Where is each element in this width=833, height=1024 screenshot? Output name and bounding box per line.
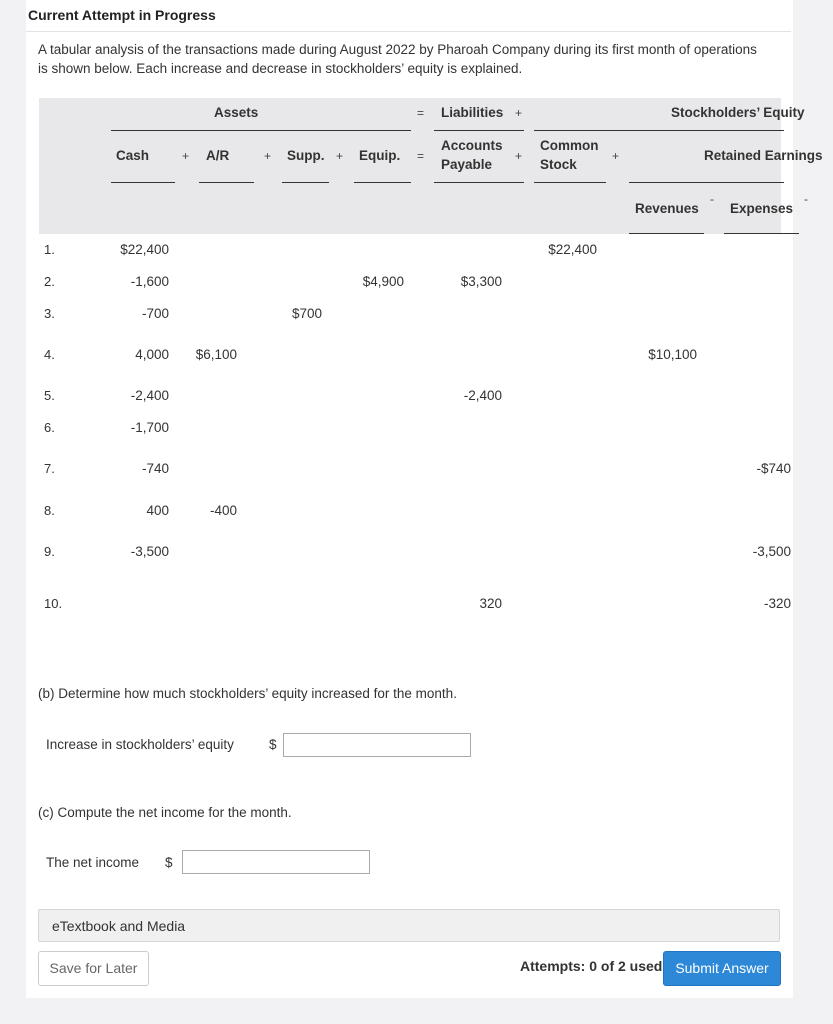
cell-cash: -2,400 [130, 388, 169, 403]
cell-ar: -400 [209, 503, 237, 518]
row-number: 10. [44, 596, 63, 611]
liabilities-underline [434, 130, 524, 131]
col-op-plus: + [336, 149, 344, 163]
col-op-plus: + [264, 149, 272, 163]
cash-underline [111, 182, 175, 183]
page-title: Current Attempt in Progress [28, 7, 216, 23]
row-number: 1. [44, 242, 55, 257]
cell-cash: $22,400 [120, 242, 169, 257]
equity-underline [534, 130, 784, 131]
cell-cash: -1,600 [130, 274, 169, 289]
stockholders-equity-increase-input[interactable] [283, 733, 471, 757]
header-bar [26, 0, 791, 32]
cell-cash: -700 [141, 306, 169, 321]
cell-cash: -1,700 [130, 420, 169, 435]
row-number: 6. [44, 420, 55, 435]
part-b-currency: $ [269, 737, 277, 752]
cell-cash: 4,000 [135, 347, 169, 362]
cell-cash: -3,500 [130, 544, 169, 559]
cell-exp: -320 [763, 596, 791, 611]
row-number: 5. [44, 388, 55, 403]
cell-ar: $6,100 [195, 347, 237, 362]
group-plus-sign: + [515, 106, 523, 120]
row-number: 4. [44, 347, 55, 362]
ap-underline [434, 182, 524, 183]
tabular-analysis-table [39, 98, 823, 638]
question-card [26, 0, 823, 998]
part-c-label: The net income [46, 855, 140, 870]
assets-underline [111, 130, 411, 131]
group-assets: Assets [214, 105, 259, 120]
submit-answer-button[interactable]: Submit Answer [663, 951, 781, 986]
cell-cash: -740 [141, 461, 169, 476]
cell-ap: -2,400 [463, 388, 502, 403]
cell-cs: $22,400 [548, 242, 597, 257]
group-equals-sign: = [417, 106, 425, 120]
col-op-minus: - [710, 192, 714, 206]
cell-exp: -$740 [756, 461, 791, 476]
part-b-label: Increase in stockholders’ equity [46, 737, 234, 752]
etextbook-media-bar[interactable] [38, 909, 780, 942]
equip-underline [354, 182, 411, 183]
group-stockholders-equity: Stockholders’ Equity [671, 105, 805, 120]
part-b-question: (b) Determine how much stockholders’ equity increased for the month. [38, 686, 457, 701]
net-income-input[interactable] [182, 850, 370, 874]
save-for-later-button[interactable]: Save for Later [38, 951, 149, 986]
col-supplies: Supp. [287, 148, 325, 163]
revenues-underline [629, 233, 704, 234]
row-number: 7. [44, 461, 55, 476]
col-common-stock-line1: Common [540, 138, 599, 153]
col-ar: A/R [206, 148, 230, 163]
intro-text: A tabular analysis of the transactions made during August 2022 by Pharoah Company during its first month of operations is shown below. Each increase and decrease in stockholders’ equity is explained. [38, 42, 757, 76]
group-liabilities: Liabilities [441, 105, 504, 120]
col-cash: Cash [116, 148, 150, 163]
cell-cash: 400 [146, 503, 169, 518]
ar-underline [199, 182, 254, 183]
etextbook-media-label: eTextbook and Media [52, 918, 186, 934]
cell-equip: $4,900 [362, 274, 404, 289]
col-op-plus: + [182, 149, 190, 163]
row-number: 3. [44, 306, 55, 321]
row-number: 8. [44, 503, 55, 518]
cell-ap: 320 [479, 596, 502, 611]
col-equipment: Equip. [359, 148, 401, 163]
col-op-plus: + [612, 149, 620, 163]
row-number: 9. [44, 544, 55, 559]
re-underline [629, 182, 784, 183]
col-accounts-payable-line1: Accounts [441, 138, 503, 153]
part-c-currency: $ [165, 855, 173, 870]
col-op-plus: + [515, 149, 523, 163]
cs-underline [534, 182, 606, 183]
col-accounts-payable-line2: Payable [441, 157, 493, 172]
col-expenses: Expenses [730, 201, 794, 216]
attempts-counter: Attempts: 0 of 2 used [520, 958, 663, 974]
cell-ap: $3,300 [460, 274, 502, 289]
col-revenues: Revenues [635, 201, 699, 216]
supp-underline [282, 182, 329, 183]
cell-exp: -3,500 [752, 544, 791, 559]
cell-supp: $700 [291, 306, 322, 321]
row-number: 2. [44, 274, 55, 289]
col-common-stock-line2: Stock [540, 157, 577, 172]
part-c-question: (c) Compute the net income for the month. [38, 805, 292, 820]
cell-rev: $10,100 [648, 347, 697, 362]
expenses-underline [724, 233, 799, 234]
col-op-minus: - [804, 192, 808, 206]
col-retained-earnings: Retained Earnings [704, 148, 823, 163]
col-op-equals: = [417, 149, 425, 163]
